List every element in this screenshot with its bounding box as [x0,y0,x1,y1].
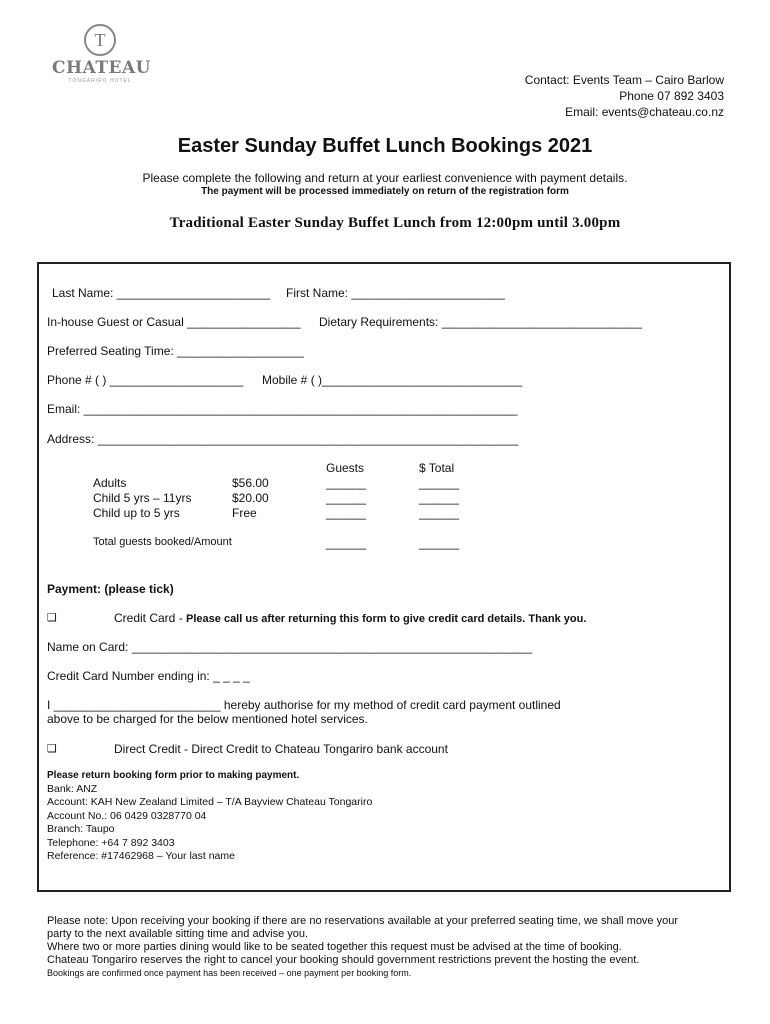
bank-line: Telephone: +64 7 892 3403 [47,836,175,849]
price-row-guests[interactable]: ______ [326,506,367,520]
note-line: Please note: Upon receiving your booking if there are no reservations available at your preferred seating time, we shall move your [47,915,679,927]
price-row-total[interactable]: ______ [419,491,460,505]
logo-subtitle: TONGARIRO HOTEL [68,78,132,84]
credit-card-note: Please call us after returning this form to give credit card details. Thank you. [186,613,587,625]
total-column-header: $ Total [419,461,455,475]
price-row-price: Free [232,506,257,520]
bank-line: Branch: Taupo [47,823,115,836]
contact-phone: Phone 07 892 3403 [619,89,724,103]
bank-line: Reference: #17462968 – Your last name [47,850,235,863]
note-line: party to the next available sitting time and advise you. [47,928,309,940]
price-row-label: Child 5 yrs – 11yrs [93,491,192,505]
email-field[interactable]: Email: _________________________________________________________________ [47,402,518,416]
bank-line: Account: KAH New Zealand Limited – T/A Bayview Chateau Tongariro [47,796,373,809]
intro-payment-note: The payment will be processed immediately on return of the registration form [201,186,569,197]
address-field[interactable]: Address: _______________________________________________________________ [47,432,519,446]
price-row-total[interactable]: ______ [419,476,460,490]
credit-card-checkbox[interactable]: ❑ [47,612,57,624]
price-row-guests[interactable]: ______ [326,476,367,490]
note-line: Chateau Tongariro reserves the right to cancel your booking should government restrictions prevent the hosting the event. [47,954,640,966]
note-line: Where two or more parties dining would like to be seated together this request must be advised at the time of booking. [47,941,622,953]
price-row-label: Child up to 5 yrs [93,506,180,520]
credit-card-label: Credit Card - [114,611,187,625]
logo-brand: CHATEAU [52,58,151,78]
dietary-requirements-field[interactable]: Dietary Requirements: ______________________________ [319,315,642,329]
phone-field[interactable]: Phone # ( ) ____________________ [47,373,244,387]
last-name-field[interactable]: Last Name: _______________________ [52,286,271,300]
notes-block [47,915,727,980]
authorise-line[interactable]: I _________________________ hereby authorise for my method of credit card payment outlined [47,698,561,712]
bank-line: Account No.: 06 0429 0328770 04 [47,809,207,822]
page-title: Easter Sunday Buffet Lunch Bookings 2021 [177,135,593,157]
bank-line: Bank: ANZ [47,783,98,795]
contact-block [525,72,724,120]
price-row-guests[interactable]: ______ [326,491,367,505]
guests-column-header: Guests [326,461,365,475]
seating-time-field[interactable]: Preferred Seating Time: ___________________ [47,344,304,358]
first-name-field[interactable]: First Name: _______________________ [286,286,505,300]
guest-type-field[interactable]: In-house Guest or Casual _________________ [47,315,301,329]
contact-name: Contact: Events Team – Cairo Barlow [524,73,724,87]
mobile-field[interactable]: Mobile # ( )______________________________ [262,373,523,387]
event-subtitle: Traditional Easter Sunday Buffet Lunch from 12:00pm until 3.00pm [169,215,621,231]
direct-credit-checkbox[interactable]: ❑ [47,743,57,755]
total-amount-field[interactable]: ______ [419,536,460,550]
crest-icon: T [84,24,116,56]
direct-credit-label: Direct Credit - Direct Credit to Chateau Tongariro bank account [114,742,448,756]
total-guests-field[interactable]: ______ [326,536,367,550]
total-guests-label: Total guests booked/Amount [93,536,232,548]
authorise-line-continued: above to be charged for the below mentioned hotel services. [47,712,368,726]
note-line: Bookings are confirmed once payment has been received – one payment per booking form. [47,968,412,978]
bank-details [47,783,372,863]
price-row-price: $56.00 [232,476,269,490]
price-row-total[interactable]: ______ [419,506,460,520]
contact-email: Email: events@chateau.co.nz [565,105,724,119]
card-number-field[interactable]: Credit Card Number ending in: _ _ _ _ [47,669,250,683]
name-on-card-field[interactable]: Name on Card: ____________________________________________________________ [47,640,533,654]
price-row-label: Adults [93,476,127,490]
chateau-logo [52,24,151,92]
intro-text: Please complete the following and return at your earliest convenience with payment details. [142,171,628,185]
payment-heading: Payment: (please tick) [47,582,174,596]
bank-heading: Please return booking form prior to making payment. [47,770,300,781]
price-row-price: $20.00 [232,491,269,505]
